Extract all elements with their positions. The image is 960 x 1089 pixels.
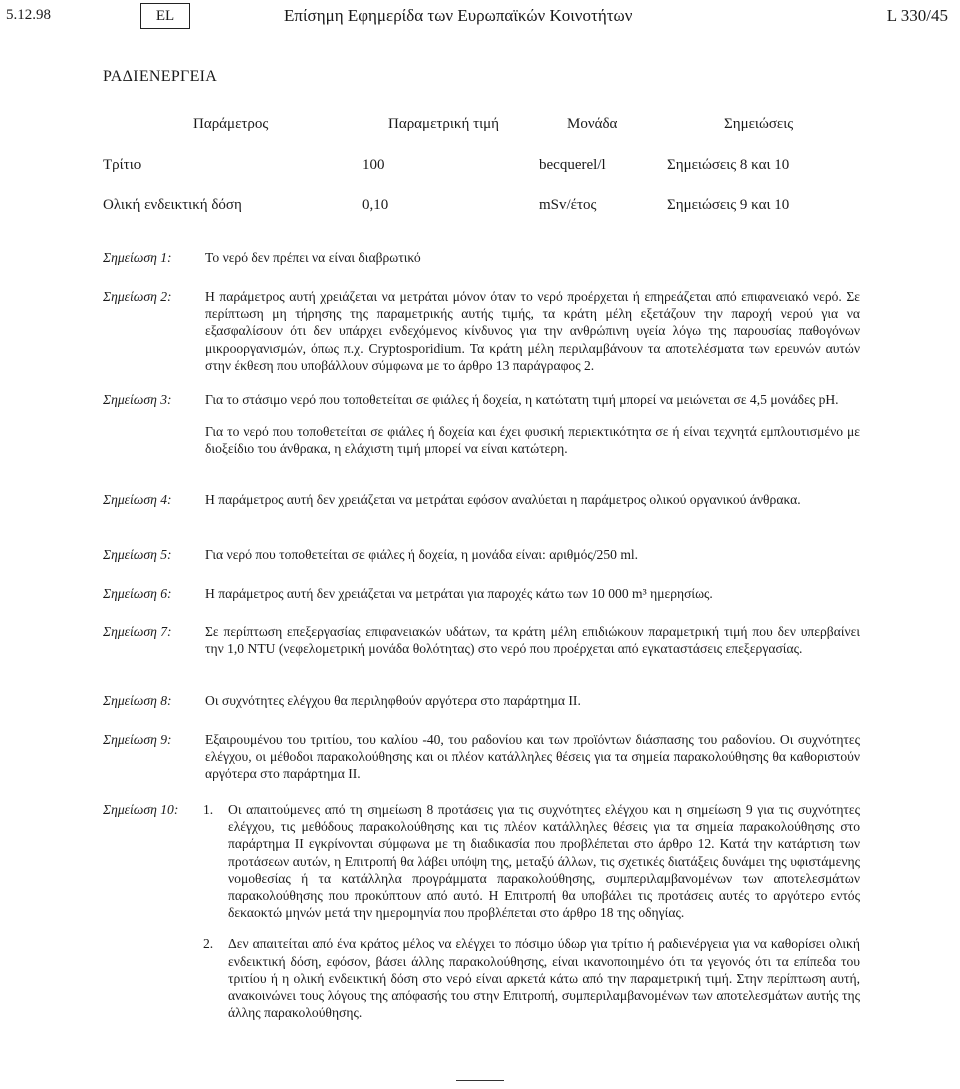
column-header: Παραμετρική τιμή	[388, 116, 500, 132]
note-text: Οι συχνότητες ελέγχου θα περιληφθούν αργότερα στο παράρτημα II.	[205, 693, 581, 708]
section-title: ΡΑΔΙΕΝΕΡΓΕΙΑ	[103, 68, 218, 85]
note-label: Σημείωση 7:	[103, 624, 172, 639]
table-cell: becquerel/l	[539, 157, 606, 173]
footer-rule	[456, 1080, 504, 1081]
language-code: EL	[140, 3, 190, 29]
note-label: Σημείωση 5:	[103, 547, 172, 562]
note-text: Εξαιρουμένου του τριτίου, του καλίου -40, του ραδονίου και των προϊόντων διάσπασης του ραδονίου. Οι συχνότητες ελέγχου, οι μέθοδοι παρακολούθησης και οι πλέον κατάλληλες θέσεις για τα σημεία παρακολούθησης θα καθοριστούν αργότερα στο παράρτημα II.	[205, 732, 860, 782]
item-number: 2.	[203, 936, 214, 952]
table-cell: Σημειώσεις 8 και 10	[667, 157, 790, 173]
note-label: Σημείωση 10:	[103, 802, 179, 817]
note-label: Σημείωση 3:	[103, 392, 172, 407]
note-label: Σημείωση 8:	[103, 693, 172, 708]
note-text: Η παράμετρος αυτή χρειάζεται να μετράται μόνον όταν το νερό προέρχεται ή επηρεάζεται από επιφανειακό νερό. Σε περίπτωση μη τήρησης της παραμετρικής αυτής τιμής, τα κράτη μέλη εξετάζουν την παροχή νερού για να εξασφαλίσουν ότι δεν υπάρχει ενδεχόμενος κίνδυνος για την ανθρώπινη υγεία λόγω της παρουσίας παθογόνων μικροοργανισμών, όπως π.χ. Cryptosporidium. Τα κράτη μέλη περιλαμβάνουν τα αποτελέσματα των ερευνών αυτών στην έκθεση που υποβάλλουν σύμφωνα με το άρθρο 13 παράγραφος 2.	[205, 289, 860, 373]
item-text: Δεν απαιτείται από ένα κράτος μέλος να ελέγχει το πόσιμο ύδωρ για τρίτιο ή ραδιενέργεια για να καθορίσει ολική ενδεικτική δόση, εφόσον, βάσει άλλης παρακολούθησης, είναι ικανοποιημένο ότι τα γεγονός ότι τα επίπεδα του τριτίου ή η ολική ενδεικτική δόση στο νερό είναι αρκετά κάτω από την παραμετρική τιμή. Στην περίπτωση αυτή, ανακοινώνει τους λόγους της απόφασής του στην Επιτροπή, συμπεριλαμβανομένων των αποτελεσμάτων αυτής της άλλης παρακολούθησης.	[228, 936, 860, 1021]
journal-title: Επίσημη Εφημερίδα των Ευρωπαϊκών Κοινοτήτων	[284, 6, 633, 25]
note-text: Σε περίπτωση επεξεργασίας επιφανειακών υδάτων, τα κράτη μέλη επιδιώκουν παραμετρική τιμή που δεν υπερβαίνει την 1,0 NTU (νεφελομετρική μονάδα θολότητας) στο νερό που προέρχεται από εγκαταστάσεις επεξεργασίας.	[205, 624, 860, 657]
table-cell: Ολική ενδεικτική δόση	[103, 197, 242, 213]
note-text: Η παράμετρος αυτή δεν χρειάζεται να μετράται εφόσον αναλύεται η παράμετρος ολικού οργανικού άνθρακα.	[205, 492, 801, 507]
column-header: Παράμετρος	[193, 116, 269, 132]
note-text: Για το στάσιμο νερό που τοποθετείται σε φιάλες ή δοχεία, η κατώτατη τιμή μπορεί να μειώνεται σε 4,5 μονάδες pH.	[205, 392, 839, 407]
issue-date: 5.12.98	[6, 7, 51, 23]
note-label: Σημείωση 4:	[103, 492, 172, 507]
column-header: Μονάδα	[567, 116, 618, 132]
note-label: Σημείωση 9:	[103, 732, 172, 747]
note-label: Σημείωση 2:	[103, 289, 172, 304]
note-text: Για το νερό που τοποθετείται σε φιάλες ή δοχεία και έχει φυσική περιεκτικότητα σε ή είναι τεχνητά εμπλουτισμένο με διοξείδιο του άνθρακα, η ελάχιστη τιμή μπορεί να είναι κατώτερη.	[205, 424, 860, 457]
item-number: 1.	[203, 802, 214, 817]
list-item	[203, 935, 860, 1021]
item-text: Οι απαιτούμενες από τη σημείωση 8 προτάσεις για τις συχνότητες ελέγχου και η σημείωση 9 για τις συχνότητες ελέγχου, τις μεθόδους παρακολούθησης και τις πλέον κατάλληλες θέσεις για τα σημεία παρακολούθησης στο παράρτημα II εγκρίνονται σύμφωνα με τη διαδικασία που προβλέπεται στο άρθρο 12. Κατά την κατάρτιση των προτάσεων αυτών, η Επιτροπή θα λάβει υπόψη της, μεταξύ άλλων, τις σχετικές διατάξεις δυνάμει της υφιστάμενης νομοθεσίας ή τα κατάλληλα προγράμματα παρακολούθησης, συμπεριλαμβανομένων των αποτελεσμάτων παρακολούθησης που προκύπτουν από αυτό. Η Επιτροπή θα υποβάλει τις προτάσεις αυτές το αργότερο εντός δεκαοκτώ μηνών μετά την ημερομηνία που προβλέπεται στο άρθρο 18 της οδηγίας.	[228, 802, 860, 921]
list-item	[203, 801, 860, 921]
page-reference: L 330/45	[886, 6, 948, 25]
note-label: Σημείωση 1:	[103, 250, 172, 265]
page-header	[0, 0, 960, 34]
table-cell: Τρίτιο	[103, 157, 142, 173]
note-label: Σημείωση 6:	[103, 586, 172, 601]
table-cell: 100	[362, 157, 385, 173]
note-text: Το νερό δεν πρέπει να είναι διαβρωτικό	[205, 250, 421, 265]
table-cell: 0,10	[362, 197, 389, 213]
note-text: Η παράμετρος αυτή δεν χρειάζεται να μετράται για παροχές κάτω των 10 000 m³ ημερησίως.	[205, 586, 713, 601]
table-cell: mSv/έτος	[539, 197, 597, 213]
column-header: Σημειώσεις	[724, 116, 794, 132]
table-cell: Σημειώσεις 9 και 10	[667, 197, 790, 213]
note-text: Για νερό που τοποθετείται σε φιάλες ή δοχεία, η μονάδα είναι: αριθμός/250 ml.	[205, 547, 639, 562]
